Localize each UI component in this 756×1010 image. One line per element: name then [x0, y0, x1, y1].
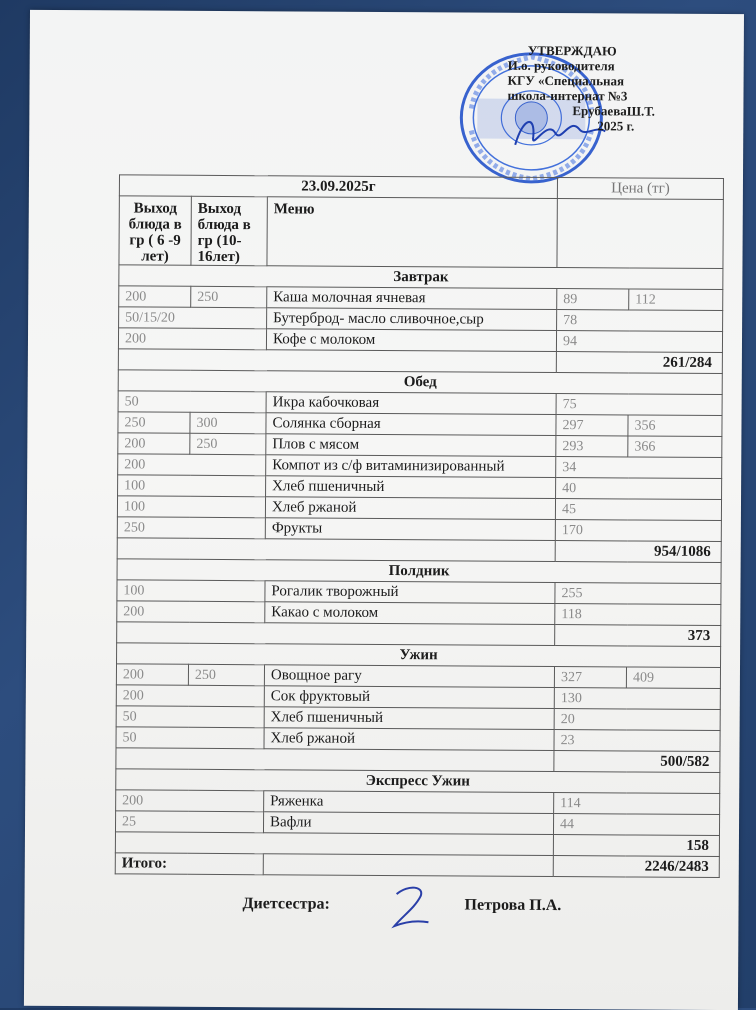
portion-age-10-16: 250 — [190, 433, 266, 454]
section-total: 500/582 — [554, 751, 720, 773]
portion-all-ages: 50 — [116, 727, 264, 749]
portion-age-10-16: 250 — [188, 664, 264, 685]
section-total: 261/284 — [556, 352, 722, 374]
portion-all-ages: 200 — [118, 454, 266, 476]
price-all-ages: 130 — [554, 688, 720, 710]
approval-org: КГУ «Специальная — [507, 72, 625, 89]
menu-table — [115, 174, 724, 878]
dish-name: Какао с молоком — [265, 602, 555, 625]
section-total: 954/1086 — [555, 541, 721, 563]
section-total-spacer — [115, 832, 553, 856]
dish-name: Бутерброд- масло сливочное,сыр — [267, 308, 557, 331]
price-age-10-16: 112 — [629, 289, 723, 311]
col-header-age-6-9: Выход блюда в гр ( 6 -9 лет) — [119, 196, 191, 265]
portion-all-ages: 50 — [118, 391, 266, 413]
approval-org-2: школа-интернат №3 — [507, 87, 628, 104]
portion-age-10-16: 300 — [190, 412, 266, 433]
price-all-ages: 114 — [554, 793, 720, 815]
approval-block — [477, 43, 718, 134]
portion-all-ages: 200 — [118, 328, 266, 350]
section-title: Обед — [118, 370, 722, 395]
section-total-spacer — [117, 622, 555, 646]
section-total: 373 — [555, 625, 721, 647]
grand-total-label: Итого: — [115, 853, 263, 875]
dish-name: Хлеб пшеничный — [264, 707, 554, 730]
section-total-spacer — [117, 538, 555, 562]
dish-name: Рогалик творожный — [265, 581, 555, 604]
section-total-spacer — [118, 349, 556, 373]
dish-name: Кофе с молоком — [266, 329, 556, 352]
col-header-menu: Меню — [267, 197, 557, 268]
dish-name: Хлеб ржаной — [265, 497, 555, 520]
price-all-ages: 23 — [554, 730, 720, 752]
grand-total-row — [115, 853, 719, 878]
portion-all-ages: 50/15/20 — [119, 307, 267, 329]
price-age-10-16: 366 — [628, 436, 722, 458]
portion-all-ages: 200 — [116, 685, 264, 707]
approval-date: 2025 г. — [597, 118, 635, 134]
section-total-spacer — [116, 748, 554, 772]
col-header-price-empty — [557, 199, 723, 269]
dish-name: Фрукты — [265, 518, 555, 541]
price-age-10-16: 409 — [626, 667, 720, 689]
price-all-ages: 34 — [556, 457, 722, 479]
col-header-age-10-16: Выход блюда в гр (10-16лет) — [191, 196, 267, 265]
price-all-ages: 118 — [555, 604, 721, 626]
section-title: Экспресс Ужин — [116, 769, 720, 794]
approval-director-name: ЕрубаеваШ.Т. — [572, 103, 655, 119]
dish-name: Компот из с/ф витаминизированный — [266, 455, 556, 478]
price-all-ages: 20 — [554, 709, 720, 731]
price-all-ages: 44 — [554, 814, 720, 836]
portion-all-ages: 50 — [116, 706, 264, 728]
nurse-signature — [380, 876, 440, 936]
price-age-6-9: 293 — [556, 436, 628, 457]
price-age-6-9: 327 — [554, 667, 626, 688]
dish-name: Овощное рагу — [264, 665, 554, 688]
price-all-ages: 45 — [555, 499, 721, 521]
section-title: Завтрак — [119, 265, 723, 290]
portion-all-ages: 100 — [118, 475, 266, 497]
portion-age-6-9: 200 — [116, 664, 188, 685]
price-all-ages: 40 — [556, 478, 722, 500]
portion-all-ages: 200 — [117, 601, 265, 623]
footer — [242, 889, 662, 932]
grand-total-value: 2246/2483 — [553, 856, 719, 878]
price-all-ages: 75 — [556, 394, 722, 416]
menu-date: 23.09.2025г — [119, 175, 557, 199]
dish-name: Вафли — [263, 812, 553, 835]
price-all-ages: 94 — [556, 331, 722, 353]
section-total: 158 — [553, 835, 719, 857]
menu-sheet — [24, 10, 744, 1010]
price-all-ages: 255 — [555, 583, 721, 605]
portion-age-6-9: 250 — [118, 412, 190, 433]
portion-age-10-16: 250 — [191, 286, 267, 307]
portion-age-6-9: 200 — [118, 433, 190, 454]
portion-all-ages: 250 — [117, 517, 265, 539]
section-title: Ужин — [117, 643, 721, 668]
price-all-ages: 78 — [557, 310, 723, 332]
portion-age-6-9: 200 — [119, 286, 191, 307]
dish-name: Плов с мясом — [266, 434, 556, 457]
section-title: Полдник — [117, 559, 721, 584]
dish-name: Хлеб пшеничный — [266, 476, 556, 499]
portion-all-ages: 200 — [116, 790, 264, 812]
dish-name: Икра кабочковая — [266, 392, 556, 415]
approval-title: УТВЕРЖДАЮ — [527, 42, 617, 59]
price-age-6-9: 89 — [557, 289, 629, 310]
nurse-role: Диетсестра: — [242, 895, 330, 913]
dish-name: Хлеб ржаной — [264, 728, 554, 751]
dish-name: Солянка сборная — [266, 413, 556, 436]
price-header: Цена (тг) — [557, 178, 723, 200]
price-all-ages: 170 — [555, 520, 721, 542]
dish-name: Ряженка — [264, 791, 554, 814]
grand-total-spacer — [263, 854, 553, 877]
approval-position: И.о. руководителя — [507, 57, 615, 74]
portion-all-ages: 25 — [115, 811, 263, 833]
portion-all-ages: 100 — [117, 496, 265, 518]
dish-name: Каша молочная ячневая — [267, 287, 557, 310]
price-age-6-9: 297 — [556, 415, 628, 436]
dish-name: Сок фруктовый — [264, 686, 554, 709]
portion-all-ages: 100 — [117, 580, 265, 602]
nurse-name: Петрова П.А. — [464, 896, 562, 915]
price-age-10-16: 356 — [628, 415, 722, 437]
